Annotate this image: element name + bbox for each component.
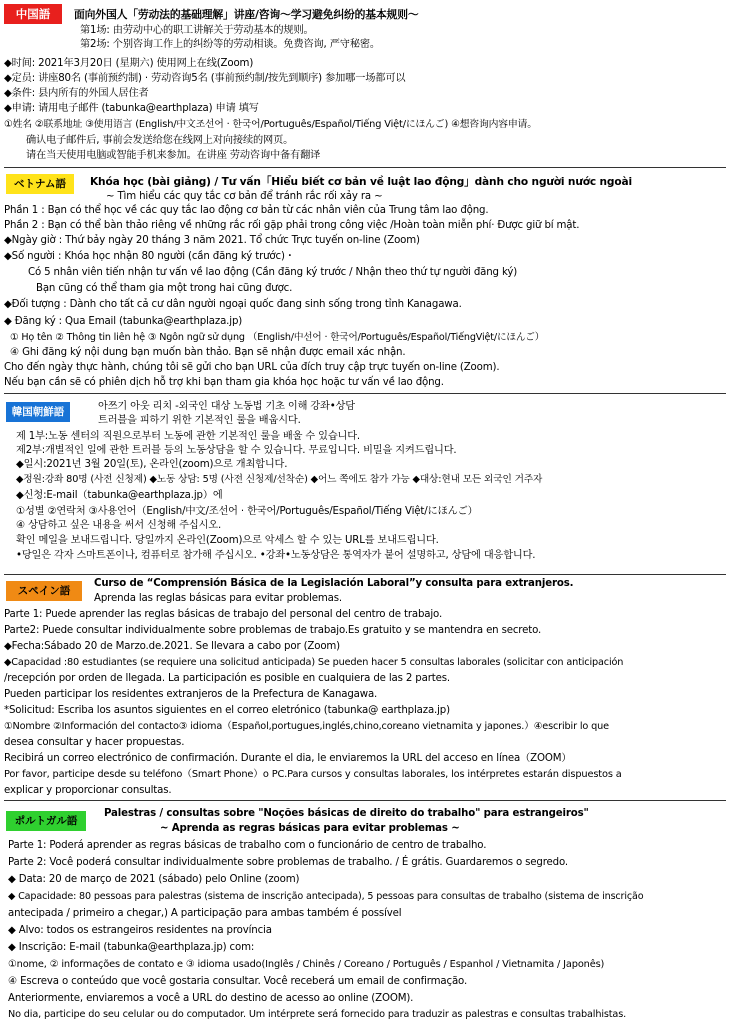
section-title: 아쯔기 아웃 리치 -외국인 대상 노동법 기초 이해 강좌•상담 [98,401,355,412]
body-line: ①성별 ②연락처 ③사용언어（English/中文/조선어 · 한국어/Português/Español/Tiếng Việt/にほんご） [16,506,478,517]
body-line: Parte 2: Você poderá consultar individualmente sobre problemas de trabalho. / É grátis. Guardaremos o segredo. [8,857,568,868]
body-line: ①姓名 ②联系地址 ③使用语言 (English/中文조선어 · 한국어/Português/Español/Tiếng Việt/にほんご) ④想咨询内容申请。 [4,119,537,130]
body-line: 제 1부:노동 센터의 직원으로부터 노동에 관한 기본적인 룰을 배울 수 있습니다. [16,431,361,442]
section-subtitle: Aprenda las reglas básicas para evitar problemas. [94,593,343,604]
body-line: ◆ Inscrição: E-mail (tabunka@earthplaza.jp) com: [8,942,255,953]
body-line: ◆时间: 2021年3月20日 (星期六) 使用网上在线(Zoom) [4,58,254,69]
language-tag-chinese: 中国語 [4,4,62,24]
body-line: /recepción por orden de llegada. La participación es posible en cualquiera de las 2 partes. [4,673,450,684]
section-subtitle: ~ Aprenda as regras básicas para evitar problemas ~ [160,823,460,834]
body-line: ④ Escreva o conteúdo que você gostaria consultar. Você receberá um email de confirmação. [8,976,468,987]
section-title: Khóa học (bài giảng) / Tư vấn「Hiểu biết cơ bản về luật lao động」dành cho người nước ngoài [90,176,632,188]
body-line: Nếu bạn cần sẽ có phiên dịch hỗ trợ khi bạn tham gia khóa học hoặc tư vấn về lao động. [4,377,444,388]
body-line: Parte2: Puede consultar individualmente sobre problemas de trabajo.Es gratuito y se mantendra en secreto. [4,625,542,636]
body-line: Cho đến ngày thực hành, chúng tôi sẽ gửi cho bạn URL của đích truy cập trực tuyến on-line (Zoom). [4,362,500,373]
body-line: Pueden participar los residentes extranjeros de la Prefectura de Kanagawa. [4,689,378,700]
body-line: ①Nombre ②Información del contacto③ idioma（Español,portugues,inglés,chino,coreano vietnamita y japones.）④escribir lo que [4,721,609,732]
body-line: 第1场: 由劳动中心的职工讲解关于劳动基本的规则。 [80,25,314,36]
body-line: antecipada / primeiro a chegar,) A participação para ambas também é possível [8,908,402,919]
body-line: ◆ Data: 20 de março de 2021 (sábado) pelo Online (zoom) [8,874,300,885]
body-line: ① Họ tên ② Thông tin liên hệ ③ Ngôn ngữ sử dụng （English/中선어 · 한국어/Português/Español/TiếngViệt/にほんご） [10,332,545,343]
body-line: ◆신청:E-mail（tabunka@earthplaza.jp）에 [16,490,223,501]
language-tag-vietnamese: ベトナム語 [6,174,74,194]
body-line: Parte 1: Puede aprender las reglas básicas de trabajo del personal del centro de trabajo. [4,609,443,620]
body-line: 제2부:개별적인 일에 관한 트러블 등의 노동상담을 할 수 있습니다. 무료입니다. 비밀을 지켜드립니다. [16,445,457,456]
body-line: Parte 1: Poderá aprender as regras básicas de trabalho com o funcionário de centro de trabalho. [8,840,487,851]
body-line: ◆申请: 请用电子邮件 (tabunka@earthplaza) 申请 填写 [4,103,259,114]
body-line: ◆Số người : Khóa học nhận 80 người (cần đăng ký trước)・ [4,251,295,262]
section-subtitle: 트러블을 피하기 위한 기본적인 룰을 배웁시다. [98,415,301,426]
body-line: Anteriormente, enviaremos a você a URL do destino de acesso ao online (ZOOM). [8,993,414,1004]
body-line: *Solicitud: Escriba los asuntos siguientes en el correo eletrónico (tabunka@ earthplaza.jp) [4,705,450,716]
section-title: Palestras / consultas sobre "Noções básicas de direito do trabalho" para estrangeiros" [104,808,589,819]
body-line: 第2场: 个别咨询工作上的纠纷等的劳动相谈。免费咨询, 严守秘密。 [80,39,380,50]
body-line: Bạn cũng có thể tham gia một trong hai cũng được. [36,283,293,294]
body-line: ◆定员: 讲座80名 (事前预约制) · 劳动咨询5名 (事前预约制/按先到顺序) 参加哪一场都可以 [4,73,406,84]
body-line: ◆ Capacidade: 80 pessoas para palestras (sistema de inscrição antecipada), 5 pessoas para consultas de trabalho (sistema de inscrição [8,891,644,902]
section-korean [0,394,730,574]
section-title: 面向外国人「劳动法的基础理解」讲座/咨询～学习避免纠纷的基本规则～ [74,8,419,21]
language-tag-portuguese: ポルトガル語 [6,811,86,831]
section-portuguese [0,801,730,1024]
body-line: ◆정원:강좌 80명 (사전 신청제) ◆노동 상담: 5명 (사전 신청제/선착순) ◆어느 쪽에도 참가 가능 ◆대상:현내 모든 외국인 거주자 [16,474,543,485]
body-line: Có 5 nhân viên tiến nhận tư vấn về lao động (Cần đăng ký trước / Nhận theo thứ tự người đăng ký) [28,267,518,278]
body-line: ◆Ngày giờ : Thứ bảy ngày 20 tháng 3 năm 2021. Tổ chức Trực tuyến on-line (Zoom) [4,235,420,246]
body-line: desea consultar y hacer propuestas. [4,737,185,748]
section-title: Curso de “Comprensión Básica de la Legislación Laboral”y consulta para extranjeros. [94,578,574,589]
section-spanish [0,575,730,800]
body-line: ◆Fecha:Sábado 20 de Marzo.de.2021. Se llevara a cabo por (Zoom) [4,641,341,652]
body-line: explicar y proporcionar consultas. [4,785,172,796]
body-line: ◆ Đăng ký : Qua Email (tabunka@earthplaza.jp) [4,316,243,327]
body-line: No dia, participe do seu celular ou do computador. Um intérprete será fornecido para traduzir as palestras e consultas trabalhistas. [8,1009,627,1020]
language-tag-spanish: スペイン語 [6,581,82,601]
body-line: 확인 메일을 보내드립니다. 당일까지 온라인(Zoom)으로 악세스 할 수 있는 URL를 보내드립니다. [16,535,439,546]
body-line: 请在当天使用电脑或智能手机来参加。在讲座 劳动咨询中备有翻译 [26,150,321,161]
section-chinese [0,0,730,168]
section-vietnamese [0,168,730,394]
body-line: ◆Đối tượng : Dành cho tất cả cư dân người ngoại quốc đang sinh sống trong tỉnh Kanagawa. [4,299,462,310]
body-line: ◆条件: 县内所有的外国人居住者 [4,88,149,99]
body-line: Phần 1 : Bạn có thể học về các quy tắc lao động cơ bản từ các nhân viên của Trung tâm lao động. [4,205,489,216]
body-line: 确认电子邮件后, 事前会发送给您在线网上对向接续的网页。 [26,135,294,146]
body-line: ④ 상담하고 싶은 내용을 써서 신청해 주십시오. [16,520,222,531]
body-line: ◆Capacidad :80 estudiantes (se requiere una solicitud anticipada) Se pueden hacer 5 consultas laborales (solicitar con anticipación [4,657,624,668]
body-line: ④ Ghi đăng ký nội dung bạn muốn bàn thảo. Bạn sẽ nhận được email xác nhận. [10,347,406,358]
body-line: ◆ Alvo: todos os estrangeiros residentes na província [8,925,272,936]
body-line: Phần 2 : Bạn có thể bàn thảo riêng về những rắc rối gặp phải trong công việc /Hoàn toàn miễn phí· Được giữ bí mật. [4,220,580,231]
body-line: ①nome, ② informações de contato e ③ idioma usado(Inglês / Chinês / Coreano / Português / Espanhol / Vietnamita / Japonês) [8,959,605,970]
body-line: •당일은 각자 스마트폰이나, 컴퓨터로 참가해 주십시오. •강좌•노동상담은 통역자가 붙어 설명하고, 상담에 대응합니다. [16,550,536,561]
body-line: ◆일시:2021년 3월 20일(토), 온라인(zoom)으로 개최합니다. [16,459,288,470]
section-subtitle: ~ Tìm hiểu các quy tắc cơ bản để tránh rắc rối xảy ra ~ [106,191,383,202]
body-line: Por favor, participe desde su teléfono（Smart Phone）o PC.Para cursos y consultas laborales, los intérpretes estarán dispuestos a [4,769,622,780]
body-line: Recibirá un correo electrónico de confirmación. Durante el dia, le enviaremos la URL del acceso en línea（ZOOM） [4,753,572,764]
language-tag-korean: 韓国朝鮮語 [6,402,70,422]
